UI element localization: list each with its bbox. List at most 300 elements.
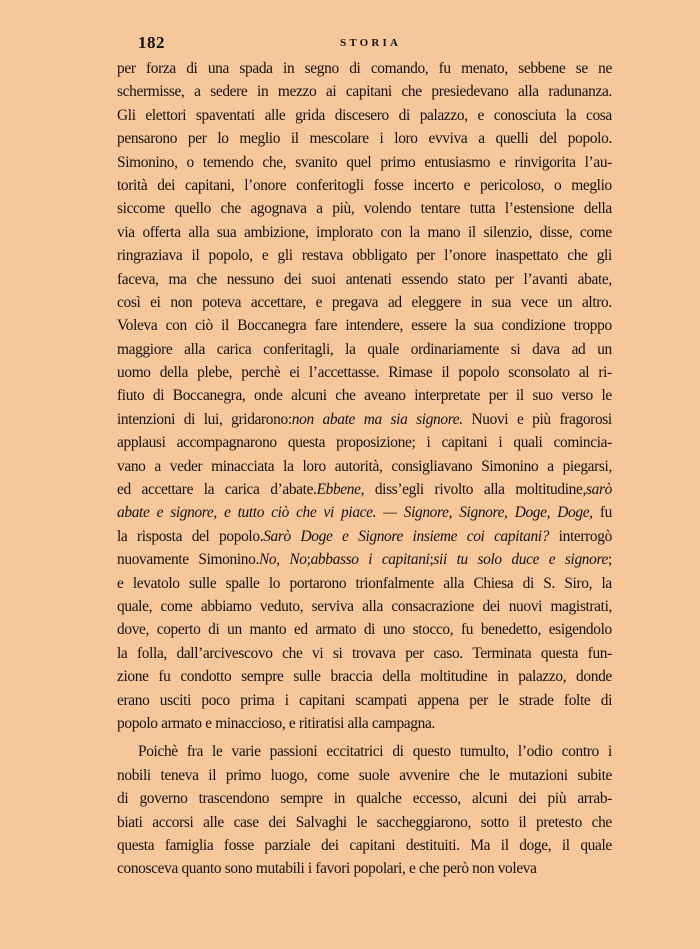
italic-word: Doge,	[514, 504, 551, 522]
word	[117, 221, 135, 244]
word-part: manto	[249, 621, 287, 639]
word-part: gli	[596, 247, 612, 265]
word	[241, 361, 280, 384]
word-part: intendere,	[345, 317, 404, 335]
word-part: di	[117, 790, 129, 808]
italic-word: capitani	[381, 551, 430, 569]
word-part: temendo	[202, 153, 254, 171]
word	[203, 151, 254, 174]
word-part: loro	[394, 130, 418, 148]
word-part: nuovi	[508, 597, 542, 615]
word-part: la	[203, 481, 215, 499]
text-line	[117, 857, 612, 880]
word-part: Chiesa	[473, 574, 514, 592]
word	[356, 572, 434, 595]
text-line	[117, 764, 612, 787]
word	[585, 151, 612, 174]
word	[170, 501, 217, 524]
italic-word: solo	[477, 551, 502, 569]
word	[117, 478, 131, 501]
word-part: fosse	[223, 836, 254, 854]
word	[231, 408, 314, 431]
word	[420, 665, 487, 688]
word-part: passioni	[269, 743, 318, 761]
word-part: Rimase	[388, 364, 433, 382]
text-line	[117, 431, 612, 454]
word	[572, 338, 586, 361]
word-part: questa	[287, 434, 326, 452]
word-part: le	[356, 813, 367, 831]
word-part: fare	[314, 317, 338, 335]
word-part: ;	[306, 551, 311, 569]
word	[367, 338, 399, 361]
word	[481, 811, 509, 834]
word-part: l’accettasse.	[308, 364, 380, 382]
text-line	[117, 834, 612, 857]
word-part: la	[455, 317, 466, 335]
word-part: sulle	[293, 668, 321, 686]
italic-word: Doge	[300, 527, 333, 545]
word	[117, 361, 151, 384]
word	[280, 787, 322, 810]
word	[349, 57, 360, 80]
word	[291, 127, 299, 150]
word	[188, 221, 209, 244]
word	[592, 811, 612, 834]
word	[483, 221, 532, 244]
word-part: che	[567, 247, 588, 265]
word	[137, 642, 167, 665]
word	[539, 127, 557, 150]
word	[562, 834, 570, 857]
word-part: di	[152, 387, 165, 405]
word-part: alla	[362, 597, 383, 615]
word	[455, 314, 465, 337]
word	[470, 834, 490, 857]
word-part: donde	[576, 668, 612, 686]
word	[157, 618, 201, 641]
word-part: siccome	[117, 200, 165, 218]
word-part: del	[539, 130, 557, 148]
italic-word: coi	[466, 527, 485, 545]
word-part: dei	[320, 836, 339, 854]
text-run: conosceva quanto sono mutabili i favori popolari, e che però non voleva	[117, 860, 537, 878]
word-part: subite	[577, 766, 612, 784]
word-part: la	[117, 527, 128, 545]
word-part: tentare	[420, 200, 461, 218]
word-part: ei	[150, 293, 161, 311]
word	[154, 455, 160, 478]
word	[224, 834, 254, 857]
word	[420, 104, 468, 127]
word	[391, 455, 472, 478]
word	[399, 104, 410, 127]
word	[345, 314, 403, 337]
word	[240, 689, 274, 712]
word	[413, 618, 454, 641]
word-part: della	[583, 200, 612, 218]
word-part: silenzio,	[483, 223, 533, 241]
word-part: che,	[262, 153, 287, 171]
word	[204, 408, 223, 431]
word-part: lo	[217, 130, 229, 148]
word	[265, 104, 286, 127]
word-part: rivolto	[434, 481, 474, 499]
word-part: abate,	[577, 270, 612, 288]
word-part: folte	[563, 691, 591, 709]
word-part: tumulto,	[459, 743, 509, 761]
italic-word: signore	[564, 551, 609, 569]
word-part: eccesso,	[412, 790, 461, 808]
word	[431, 80, 508, 103]
word	[117, 104, 136, 127]
word-part: capitani,	[184, 176, 235, 194]
word	[352, 642, 396, 665]
word	[203, 811, 224, 834]
word-part: levatolo	[132, 574, 180, 592]
text-line	[117, 712, 612, 735]
word-part: nuovamente	[117, 551, 189, 569]
italic-word: signore.	[416, 410, 463, 428]
word	[257, 80, 268, 103]
word	[296, 174, 364, 197]
italic-word: signore,	[170, 504, 217, 522]
word	[578, 268, 612, 291]
word	[381, 221, 402, 244]
italic-word: tutto	[237, 504, 265, 522]
word	[224, 501, 230, 524]
word-part: sempre	[280, 790, 323, 808]
word-part: il	[467, 223, 476, 241]
word	[498, 431, 502, 454]
word	[335, 455, 383, 478]
word	[524, 268, 568, 291]
word	[234, 811, 259, 834]
word	[364, 197, 411, 220]
word-part: Poichè	[138, 743, 178, 761]
word	[201, 689, 230, 712]
word-part: Nuovi	[471, 410, 509, 428]
word-part: cosa	[585, 106, 612, 124]
word-part: suo	[532, 387, 553, 405]
word-part: luogo,	[270, 766, 308, 784]
word-part: verso	[561, 387, 593, 405]
italic-word: insieme	[412, 527, 458, 545]
word	[211, 455, 274, 478]
word	[316, 221, 373, 244]
word-part: più	[532, 410, 551, 428]
word-part: quali	[513, 434, 543, 452]
word-part: autorità,	[334, 457, 383, 475]
word-part: di	[398, 106, 410, 124]
italic-word: Sarò	[263, 527, 291, 545]
word	[317, 764, 349, 787]
word	[497, 665, 508, 688]
word-part: pretesto	[536, 813, 582, 831]
word-part: fiuto	[117, 387, 145, 405]
word-part: tutta	[469, 200, 496, 218]
word-part: Boccanegra,	[172, 387, 246, 405]
word-part: case	[233, 813, 259, 831]
word-part: spalle	[225, 574, 260, 592]
word	[460, 740, 509, 763]
word	[300, 525, 332, 548]
word-part: dei	[283, 270, 302, 288]
word-part: popolo.	[219, 527, 264, 545]
word-part: plebe,	[197, 364, 233, 382]
word-part: sempre	[241, 668, 284, 686]
word	[481, 455, 538, 478]
word	[364, 408, 382, 431]
word-part: onde	[254, 387, 283, 405]
word-part: popolo,	[208, 247, 253, 265]
word-part: a	[154, 457, 161, 475]
word-part: arrab-	[577, 790, 612, 808]
word-part: quello	[174, 200, 211, 218]
word	[521, 291, 548, 314]
word-part: sua	[216, 223, 237, 241]
italic-word: Signore,	[403, 504, 453, 522]
word	[342, 525, 348, 548]
word	[433, 642, 462, 665]
word-part: rinvigorita	[514, 153, 576, 171]
word	[498, 689, 508, 712]
italic-word: piace.	[341, 504, 377, 522]
text-line	[117, 80, 612, 103]
word	[117, 338, 172, 361]
word-part: poco	[201, 691, 230, 709]
word	[225, 478, 260, 501]
word-part: comincia-	[553, 434, 612, 452]
word	[226, 572, 260, 595]
word-part: per	[117, 60, 136, 77]
word	[548, 80, 612, 103]
word	[357, 811, 367, 834]
word	[165, 834, 213, 857]
word	[117, 268, 159, 291]
text-line	[117, 689, 612, 712]
word	[264, 834, 310, 857]
text-line	[117, 642, 612, 665]
word-part: Simonino.	[198, 551, 259, 569]
word	[194, 80, 200, 103]
word	[250, 197, 306, 220]
word-part: ;	[608, 551, 612, 569]
word	[227, 268, 274, 291]
word-part: dei	[482, 597, 501, 615]
word	[424, 151, 490, 174]
word-part: Simonino,	[117, 153, 178, 171]
word-part: meglio	[239, 130, 281, 148]
word	[505, 197, 574, 220]
word	[117, 764, 151, 787]
word-part: ai	[325, 83, 337, 101]
italic-word: ma	[363, 410, 382, 428]
word-part: pericoloso,	[479, 176, 545, 194]
word	[513, 431, 542, 454]
word	[117, 811, 143, 834]
word	[170, 291, 192, 314]
word	[305, 57, 339, 80]
word	[416, 244, 435, 267]
word-part: la	[117, 644, 128, 662]
word-part: alla	[483, 481, 505, 499]
word-part: che	[401, 83, 422, 101]
word-part: l’au-	[584, 153, 612, 171]
word	[391, 408, 408, 431]
word	[315, 314, 338, 337]
word	[161, 764, 199, 787]
word	[472, 408, 509, 431]
word-part: il	[208, 766, 217, 784]
word-part: grida	[295, 106, 326, 124]
word-part: condizione	[501, 317, 566, 335]
word-part: veduto,	[259, 597, 304, 615]
word-part: le	[212, 743, 223, 761]
word-part: dei	[518, 790, 537, 808]
word-part: con	[380, 223, 402, 241]
word-part: e	[315, 293, 323, 311]
word	[117, 572, 123, 595]
word-part: forza	[145, 60, 176, 77]
word	[321, 834, 339, 857]
word-part: ciò	[195, 317, 213, 335]
word-part: coperto	[156, 621, 201, 639]
word	[404, 501, 452, 524]
word-part: e	[463, 176, 471, 194]
word-part: svanito	[295, 153, 338, 171]
italic-word: —	[383, 504, 397, 522]
word	[574, 314, 612, 337]
word-part: di	[392, 743, 404, 761]
word	[217, 127, 228, 150]
word-part: dei	[268, 813, 287, 831]
word-part: i	[498, 434, 503, 452]
word-part: alla	[443, 574, 465, 592]
word-part: radunanza.	[548, 83, 612, 101]
word	[302, 244, 343, 267]
text-line	[117, 57, 612, 80]
word-part: maggiore	[117, 340, 173, 358]
word	[602, 384, 612, 407]
word	[413, 740, 451, 763]
word-part: Boccanegra	[237, 317, 307, 335]
word	[549, 548, 555, 571]
word	[241, 665, 283, 688]
word	[189, 572, 216, 595]
word-part: dove,	[117, 621, 150, 639]
text-line	[117, 455, 612, 478]
word-part: teneva	[160, 766, 199, 784]
word	[346, 151, 371, 174]
word	[333, 642, 343, 665]
word	[251, 291, 306, 314]
word-part: il	[561, 836, 570, 854]
word-part: consacrazione	[391, 597, 475, 615]
word-part: primo	[225, 766, 261, 784]
word	[271, 764, 308, 787]
word	[459, 764, 479, 787]
word-part: capitani	[298, 691, 345, 709]
word-part: alcuni	[291, 387, 327, 405]
word-part: fu	[599, 504, 612, 522]
word-part: ed	[117, 481, 131, 499]
word-part: il	[221, 317, 229, 335]
word-part: le	[601, 387, 612, 405]
word	[227, 618, 242, 641]
word-part: prima	[240, 691, 275, 709]
word	[509, 764, 567, 787]
word	[291, 384, 327, 407]
word-part: che	[282, 644, 303, 662]
word	[117, 595, 152, 618]
italic-word: sii	[433, 551, 447, 569]
word	[518, 740, 553, 763]
word-part: di	[208, 621, 220, 639]
italic-word: ciò	[271, 504, 289, 522]
word	[362, 595, 383, 618]
word	[559, 408, 611, 431]
word-part: erano	[117, 691, 150, 709]
word-part: abbiamo	[200, 597, 252, 615]
word-part: ri-	[598, 364, 612, 382]
word-part: magistrati,	[550, 597, 612, 615]
word	[209, 244, 253, 267]
word-part: trionfalmente	[355, 574, 434, 592]
word	[523, 572, 534, 595]
word	[582, 291, 612, 314]
word-part: poteva	[202, 293, 242, 311]
word-part: accettare	[141, 481, 194, 499]
word	[221, 314, 229, 337]
word-part: l’avanti	[523, 270, 568, 288]
word-part: accorsi	[152, 813, 194, 831]
word	[564, 572, 592, 595]
word	[519, 834, 551, 857]
word-part: di	[600, 691, 612, 709]
word	[554, 174, 561, 197]
word-part: e	[477, 106, 484, 124]
word	[458, 268, 485, 291]
word	[511, 548, 539, 571]
text-line	[117, 548, 612, 571]
word	[349, 834, 395, 857]
word	[326, 740, 383, 763]
word	[478, 127, 484, 150]
word-part: a	[194, 83, 201, 101]
word	[352, 244, 407, 267]
word	[244, 174, 286, 197]
word-part: essere	[411, 317, 447, 335]
text-line	[117, 618, 612, 641]
word-part: essendo	[401, 270, 448, 288]
word-part: spada	[239, 60, 273, 77]
word	[547, 455, 553, 478]
word	[499, 151, 505, 174]
word	[157, 174, 175, 197]
word	[412, 291, 461, 314]
text-line	[117, 408, 612, 431]
word-part: che	[459, 766, 480, 784]
paragraph	[117, 740, 612, 880]
text-line	[117, 572, 612, 595]
text-line	[117, 268, 612, 291]
word-part: lo	[268, 574, 281, 592]
word	[364, 384, 405, 407]
word	[152, 811, 193, 834]
word-part: fu	[438, 60, 451, 77]
word-part: o	[186, 153, 194, 171]
